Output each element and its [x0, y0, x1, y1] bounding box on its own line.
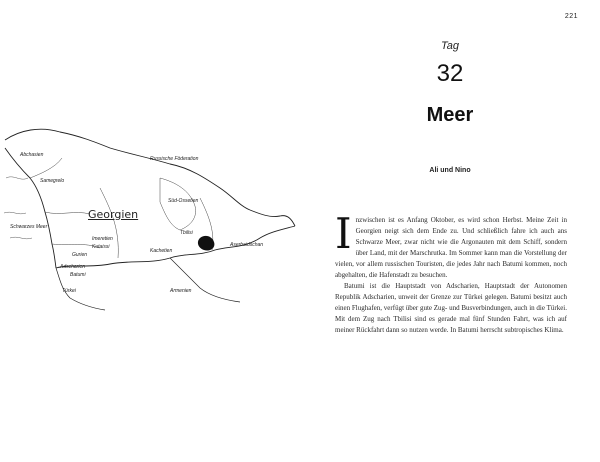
coastline [5, 148, 56, 268]
map-label-tuerkei: Türkei [62, 288, 76, 294]
northern-border [5, 129, 250, 210]
eastern-border [250, 210, 295, 226]
chapter-subtitle: Ali und Nino [429, 167, 471, 174]
map-label-abchasien: Abchasien [20, 152, 44, 158]
dropcap: I [335, 209, 352, 258]
tbilisi-marker [198, 236, 214, 251]
map-label-adscharien: Adscharien [60, 264, 86, 270]
samegrelo-border [45, 212, 90, 214]
page-number: 221 [564, 13, 578, 20]
wave-2 [4, 212, 26, 214]
map-label-russland: Russische Föderation [150, 156, 199, 162]
map-label-kutaissi: Kutaissi [92, 244, 110, 250]
map-label-kachetien: Kachetien [150, 248, 173, 254]
map-label-samegrelo: Samegrelo [40, 178, 65, 184]
map-label-schwarzes-meer: Schwarzes Meer [10, 224, 48, 230]
map-label-sued-ossetien: Süd-Ossetien [168, 198, 199, 204]
body-text [335, 209, 567, 336]
map-drawing [0, 118, 300, 318]
paragraph-1-text: nzwischen ist es Anfang Oktober, es wird schon Herbst. Meine Zeit in Georgien neigt sich dem Ende zu. Und schließlich fahre ich auch ans Schwarze Meer, zwar nicht wie die Argonauten mit dem Schiff, sondern über Land, mit der Marschrutka. Im Sommer kann man die Vorstellung der vielen, vor allem russischen Touristen, die jedes Jahr nach Batumi kommen, noch abgehalten, die Hafenstadt zu besuchen. [335, 216, 567, 279]
paragraph-1 [335, 209, 567, 281]
chapter-number: 32 [436, 60, 464, 87]
map-label-armenien: Armenien [170, 288, 192, 294]
map-label-imeretien: Imeretien [92, 236, 113, 242]
map-label-batumi: Batumi [70, 272, 86, 278]
chapter-kicker: Tag [441, 40, 459, 52]
chapter-title: Meer [426, 104, 474, 126]
sued-ossetien-outline [160, 178, 199, 230]
map-label-aserbaidschan: Aserbaidschan [230, 242, 264, 248]
map-label-georgien: Georgien [88, 208, 139, 221]
map-label-gurien: Gurien [72, 252, 88, 258]
abchasien-border [30, 158, 62, 178]
map-georgien [0, 118, 300, 318]
wave-1 [6, 177, 28, 179]
paragraph-2: Batumi ist die Hauptstadt von Adscharien, Hauptstadt der Autonomen Republik Adscharien, unweit der Grenze zur Türkei gelegen. Batumi besitzt auch einen Flughafen, verfügt über gute Zug- und Busverbindungen, auch in die Türkei. Mit dem Zug nach Tbilisi sind es gerade mal fünf Stunden Fahrt, was ich auf meiner Rückfahrt dann so nutzen werde. In Batumi herrscht subtropisches Klima. [335, 282, 567, 334]
map-label-tiflis: Tbilisi [180, 230, 193, 236]
wave-3 [10, 237, 32, 239]
armenia-border [170, 258, 240, 302]
